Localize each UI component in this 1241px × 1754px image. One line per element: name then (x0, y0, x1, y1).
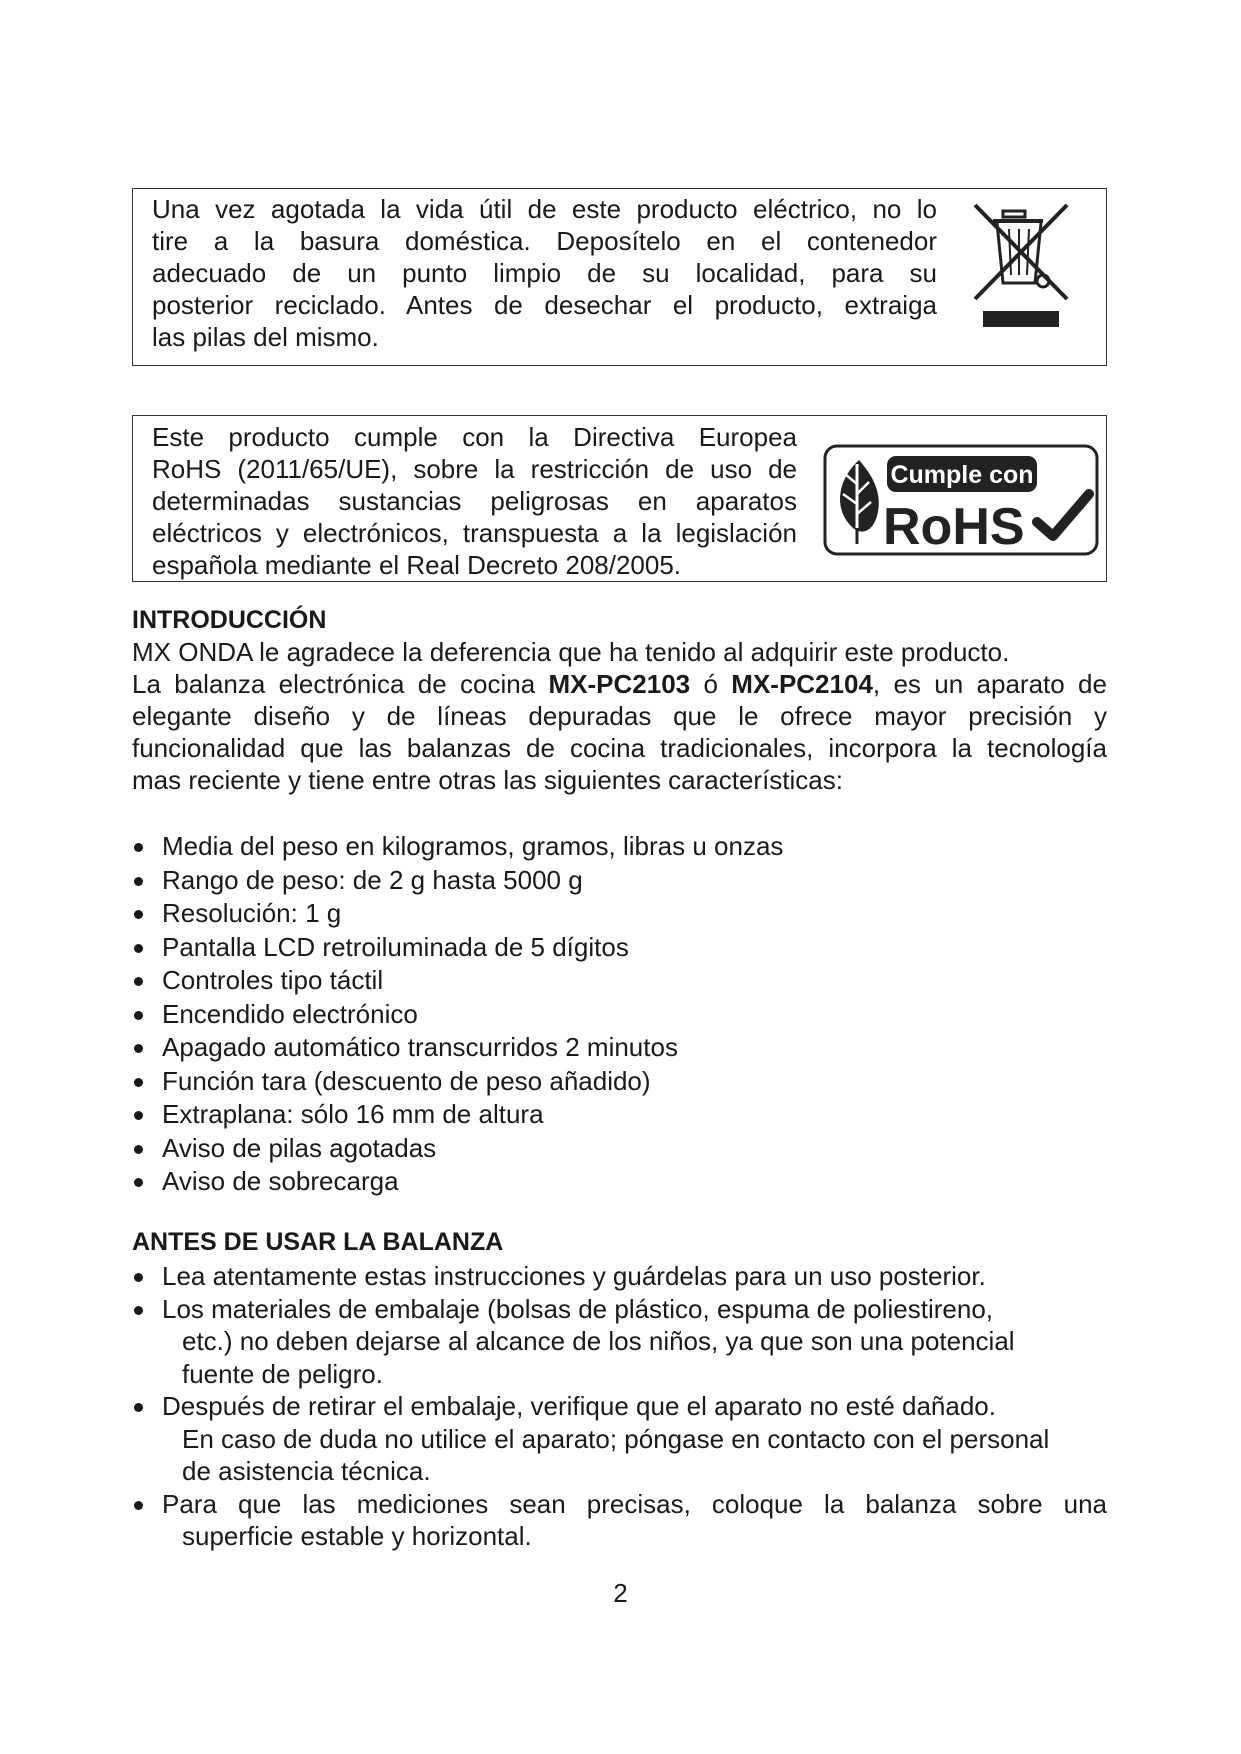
intro-text: ó (690, 669, 732, 699)
antes-list (132, 1260, 1107, 1553)
feature-text: Media del peso en kilogramos, gramos, libras u onzas (162, 831, 784, 861)
rule-text: En caso de duda no utilice el aparato; póngase en contacto con el personal (182, 1423, 1050, 1454)
bullet-icon (134, 877, 143, 886)
feature-text: Controles tipo táctil (162, 965, 384, 995)
intro-line: funcionalidad que las balanzas de cocina tradicionales, incorpora la tecnología (132, 733, 1107, 763)
feature-text: Aviso de sobrecarga (162, 1166, 399, 1196)
intro-line-models (132, 668, 1107, 700)
intro-text: La balanza electrónica de cocina (132, 669, 549, 699)
weee-line: tire a la basura doméstica. Deposítelo en el contenedor (152, 226, 937, 256)
list-item (132, 1165, 1107, 1199)
rule-text: Para que las mediciones sean precisas, coloque la balanza sobre una (162, 1488, 1107, 1519)
feature-text: Extraplana: sólo 16 mm de altura (162, 1099, 544, 1129)
bullet-icon (134, 1011, 143, 1020)
list-item (132, 1098, 1107, 1132)
list-item (132, 897, 1107, 931)
feature-text: Pantalla LCD retroiluminada de 5 dígitos (162, 931, 629, 962)
rule-text: superficie estable y horizontal. (182, 1521, 532, 1551)
intro-line: MX ONDA le agradece la deferencia que ha tenido al adquirir este producto. (132, 637, 1010, 667)
bullet-icon (134, 1044, 143, 1053)
weee-line: las pilas del mismo. (152, 322, 379, 352)
feature-text: Apagado automático transcurridos 2 minutos (162, 1032, 678, 1062)
list-item (132, 1488, 1107, 1553)
bullet-icon (134, 1078, 143, 1087)
weee-notice-text (152, 193, 937, 353)
bullet-icon (134, 1403, 143, 1412)
bullet-icon (134, 977, 143, 986)
feature-text: Resolución: 1 g (162, 898, 342, 928)
rule-text: Los materiales de embalaje (bolsas de plástico, espuma de poliestireno, (162, 1293, 994, 1324)
feature-text: Encendido electrónico (162, 998, 418, 1029)
antes-heading: ANTES DE USAR LA BALANZA (132, 1228, 504, 1256)
rohs-badge-main: RoHS (883, 498, 1025, 556)
bullet-icon (134, 1273, 143, 1282)
weee-line: Una vez agotada la vida útil de este producto eléctrico, no lo (152, 194, 937, 224)
rohs-line: determinadas sustancias peligrosas en aparatos (152, 486, 797, 516)
rule-text: etc.) no deben dejarse al alcance de los niños, ya que son una potencial (182, 1326, 1015, 1356)
bullet-icon (134, 1501, 143, 1510)
rohs-badge (823, 444, 1099, 556)
model-2: MX-PC2104 (731, 669, 873, 699)
rule-text: Lea atentamente estas instrucciones y guárdelas para un uso posterior. (162, 1261, 986, 1291)
features-list (132, 830, 1107, 1199)
intro-heading: INTRODUCCIÓN (132, 606, 327, 634)
list-item (132, 1260, 1107, 1293)
rohs-notice-box (132, 415, 1107, 582)
intro-line: elegante diseño y de líneas depuradas que le ofrece mayor precisión y (132, 701, 1107, 731)
page-number: 2 (613, 1578, 628, 1608)
list-item (132, 931, 1107, 965)
bullet-icon (134, 1111, 143, 1120)
list-item (132, 1293, 1107, 1391)
bullet-icon (134, 1145, 143, 1154)
rohs-line: eléctricos y electrónicos, transpuesta a la legislación (152, 518, 797, 548)
rule-text: Después de retirar el embalaje, verifique que el aparato no esté dañado. (162, 1391, 996, 1421)
bullet-icon (134, 1178, 143, 1187)
bullet-icon (134, 843, 143, 852)
list-item (132, 1031, 1107, 1065)
list-item (132, 998, 1107, 1032)
feature-text: Función tara (descuento de peso añadido) (162, 1065, 651, 1096)
feature-text: Aviso de pilas agotadas (162, 1132, 437, 1163)
rohs-badge-top: Cumple con (890, 461, 1034, 489)
bullet-icon (134, 944, 143, 953)
feature-text: Rango de peso: de 2 g hasta 5000 g (162, 864, 583, 895)
list-item (132, 1390, 1107, 1488)
rule-text: fuente de peligro. (182, 1358, 383, 1389)
weee-line: posterior reciclado. Antes de desechar el producto, extraiga (152, 290, 937, 320)
intro-text: , es un aparato de (872, 669, 1107, 699)
antes-section (132, 1226, 1107, 1258)
weee-line: adecuado de un punto limpio de su localidad, para su (152, 258, 937, 288)
intro-section (132, 604, 1107, 796)
crossed-out-bin-icon (963, 197, 1083, 329)
list-item (132, 830, 1107, 864)
intro-line: mas reciente y tiene entre otras las siguientes características: (132, 765, 843, 795)
rohs-line: española mediante el Real Decreto 208/2005. (152, 550, 682, 580)
rohs-line: RoHS (2011/65/UE), sobre la restricción de uso de (152, 454, 797, 484)
rohs-notice-text (152, 421, 797, 581)
model-1: MX-PC2103 (548, 669, 691, 699)
list-item (132, 1065, 1107, 1099)
rohs-line: Este producto cumple con la Directiva Europea (152, 422, 797, 452)
list-item (132, 964, 1107, 998)
bullet-icon (134, 1306, 143, 1315)
weee-notice-box (132, 188, 1107, 366)
list-item (132, 864, 1107, 898)
bullet-icon (134, 910, 143, 919)
rule-text: de asistencia técnica. (182, 1456, 431, 1486)
list-item (132, 1132, 1107, 1166)
